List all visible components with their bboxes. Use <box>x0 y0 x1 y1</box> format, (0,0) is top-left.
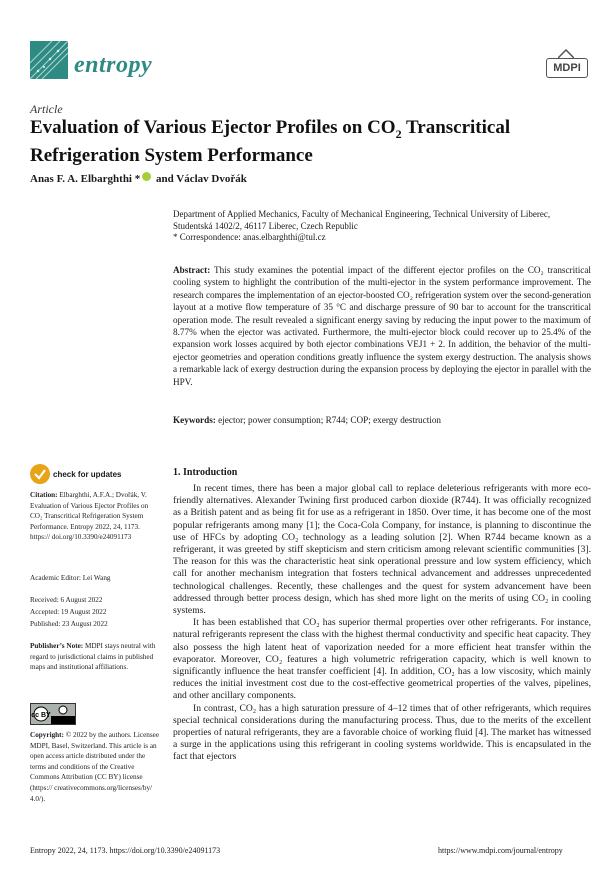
footer-citation[interactable]: Entropy 2022, 24, 1173. https://doi.org/10.3390/e24091173 <box>30 846 221 855</box>
publisher-note: Publisher’s Note: MDPI stays neutral with regard to jurisdictional claims in published maps and institutional affiliations. <box>30 642 156 672</box>
paper-title: Evaluation of Various Ejector Profiles on $CO_2$ Transcritical Refrigeration System Performance <box>30 117 511 166</box>
paragraph: It has been established that CO₂ has superior thermal properties over other refrigerants. For instance, natural refrigerants represent the class with the highest thermal conductivity and specific heat capacity. They also possess the high latent heat of vaporization needed for a more efficient heat transfer within the evaporator. Moreover, CO₂ features a high volumetric refrigeration capacity, which is well known to significantly influence the heat transfer coefficient [4]. In addition, CO₂ has a low viscosity, which mainly reduces the initial investment cost due to the cost-effective geometrical properties of the valves, pipelines, and other ancillary components. <box>173 617 591 702</box>
footer-journal-link[interactable]: https://www.mdpi.com/journal/entropy <box>438 846 563 855</box>
paragraph: In contrast, CO₂ has a high saturation pressure of 4–12 times that of other refrigerants, which requires special technical considerations during the manufacturing process. Thus, due to the merits of the excellent properties of natural refrigerants, they are a favorable choice of working fluid [4]. The market has witnessed a surge in the applications using this refrigerant in cooling systems worldwide. This is encapsulated in the fact that ejectors <box>173 702 591 763</box>
published-date: Published: 23 August 2022 <box>30 620 108 628</box>
section-heading: 1. Introduction <box>173 467 238 478</box>
academic-editor: Academic Editor: Lei Wang <box>30 574 111 582</box>
paragraph: In recent times, there has been a major global call to replace deleterious refrigerants with more eco-friendly alternatives. Alexander Twining first produced carbon dioxide (R744). It was officially recognized as a British patent and as being fit for use as a refrigerant in 1850. Over time, it has become one of the most popular refrigerants among many [1]; the Coca-Cola Company, for instance, is planning to discontinue the use of HFCs by adopting CO₂ technology as a leading solution [2]. When R744 became known as a refrigerant, it was greeted by stiff skepticism and stern criticism among relevant scientific communities [3]. The reason for this was the characteristic heat sink operational pressure and low system efficiency, which call for another mechanism integration that fosters technical advancement and addresses unprecedented technological challenges. Recently, these challenges and the quest for system advancement have been addressed through better process design, which has shed more light on the merits of using CO₂ in cooling systems. <box>173 483 591 617</box>
received-date: Received: 6 August 2022 <box>30 596 103 604</box>
copyright: Copyright: © 2022 by the authors. Licensee MDPI, Basel, Switzerland. This article is an open access article distributed under the terms and conditions of the Creative Commons Attribution (CC BY) license (https:// creativecommons.org/licenses/by/ 4.0/). <box>30 731 160 803</box>
check-updates-icon <box>30 464 50 484</box>
article-type: Article <box>30 102 63 116</box>
accepted-date: Accepted: 19 August 2022 <box>30 608 107 616</box>
affiliation: Department of Applied Mechanics, Faculty of Mechanical Engineering, Technical University of Liberec, Studentská 1402/2, 46117 Liberec, Czech Republic * Correspondence: anas.elbarghthi@tul.cz <box>173 209 551 242</box>
journal-name: entropy <box>74 52 153 78</box>
orcid-icon[interactable] <box>142 172 151 181</box>
citation: Citation: Elbarghthi, A.F.A.; Dvořák, V. Evaluation of Various Ejector Profiles on CO₂ Transcritical Refrigeration System Performance. Entropy 2022, 24, 1173. https:// doi.org/10.3390/e24091173 <box>30 491 149 542</box>
body-text <box>173 483 591 764</box>
mdpi-roof-icon <box>558 49 574 58</box>
keywords: Keywords: ejector; power consumption; R744; COP; exergy destruction <box>173 415 442 425</box>
authors: Anas F. A. Elbarghthi * and Václav Dvořák <box>30 173 247 185</box>
cc-by-license-icon[interactable] <box>30 703 76 725</box>
journal-logo-icon <box>30 41 68 79</box>
abstract: Abstract: This study examines the potential impact of the different ejector profiles on the CO₂ transcritical cooling system to highlight the contribution of the multi-ejector in the system performance improvement. The research compares the implementation of an ejector-boosted CO₂ refrigeration system over the second-generation layout at a motive flow temperature of 35 °C and discharge pressure of 90 bar to account for the transcritical operation mode. The result revealed a significant energy saving by reducing the input power to the maximum of 8.77% when the ejector was activated. Furthermore, the multi-ejector block could recover up to 25.4% of the expansion work losses acquired by both ejector combinations VEJ1 + 2. In addition, the behavior of the multi-ejector geometries and operation conditions greatly influence the system exergy destruction. The analysis shows a remarkable lack of exergy destruction during the expansion process by deploying the ejector in parallel with the HPV. <box>173 265 591 387</box>
publisher-logo: MDPI <box>546 58 588 78</box>
check-for-updates-button[interactable]: check for updates <box>30 464 160 484</box>
svg-text:cc BY: cc BY <box>31 712 51 719</box>
